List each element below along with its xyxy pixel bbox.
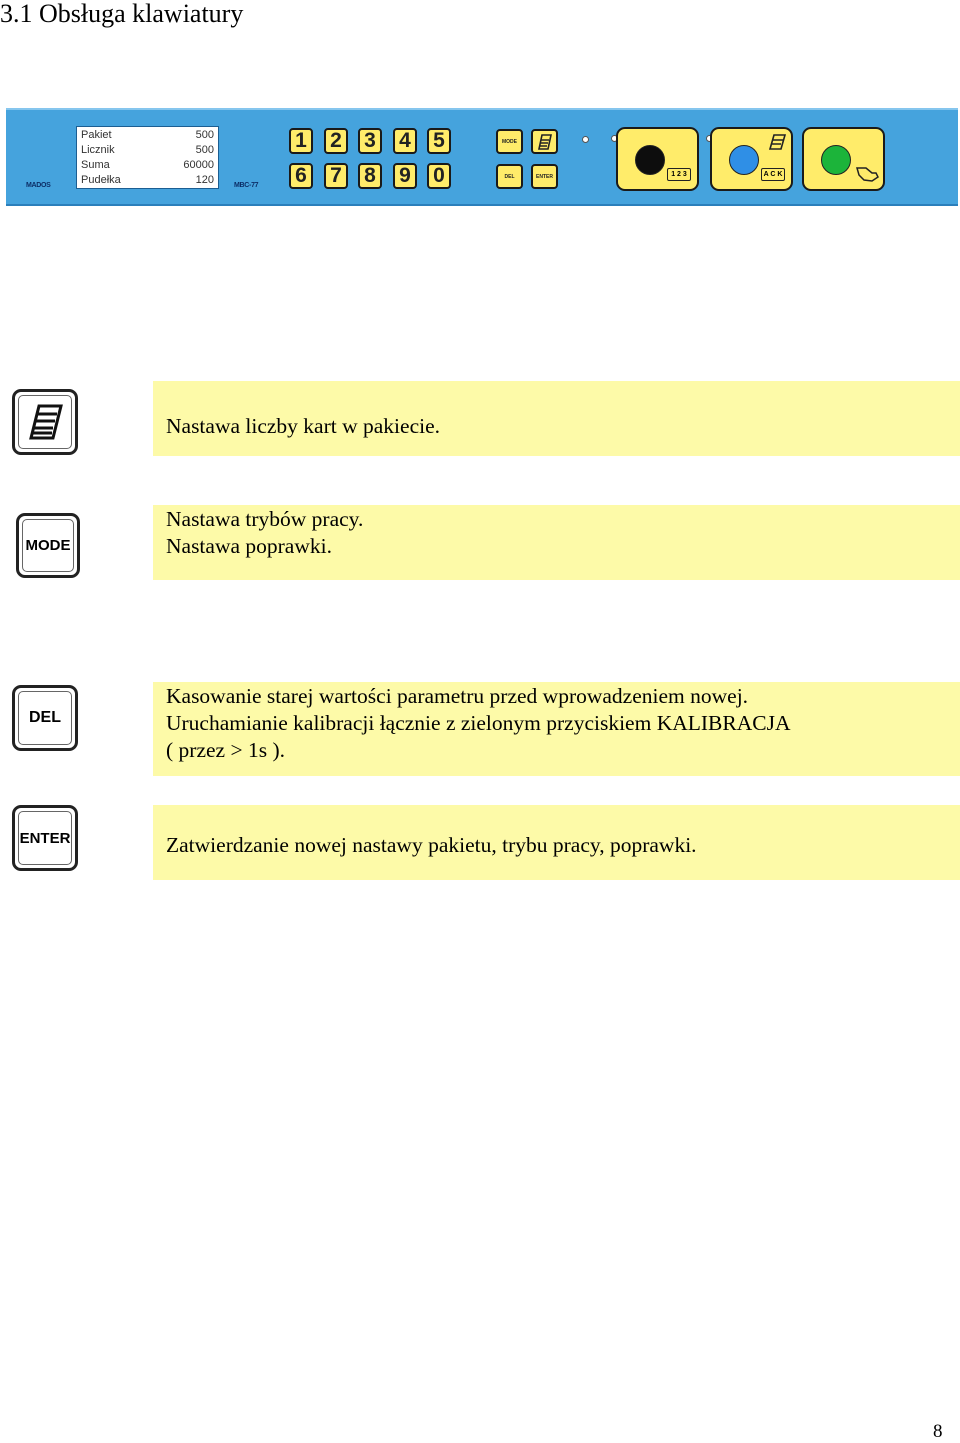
description-enter	[153, 805, 960, 880]
panel-del-key[interactable]: DEL	[496, 164, 523, 189]
card-stack-icon	[538, 134, 552, 150]
enter-key-label: ENTER	[19, 829, 71, 847]
mode-key-label: MODE	[25, 537, 71, 554]
lcd-row: Suma 60000	[81, 159, 214, 171]
digit-key-6[interactable]: 6	[289, 163, 313, 189]
lcd-row: Pudełka 120	[81, 174, 214, 186]
digit-key-5[interactable]: 5	[427, 128, 451, 154]
blue-button[interactable]	[729, 145, 759, 175]
counter-button-key[interactable]	[616, 127, 699, 191]
card-stack-icon	[768, 134, 786, 154]
calibration-button-key[interactable]	[802, 127, 885, 191]
description-line: ( przez > 1s ).	[166, 738, 285, 762]
counter-box: 1 2 3	[667, 168, 691, 181]
digit-key-1[interactable]: 1	[289, 128, 313, 154]
green-button[interactable]	[821, 145, 851, 175]
description-pack	[153, 381, 960, 456]
description-line: Zatwierdzanie nowej nastawy pakietu, trybu pracy, poprawki.	[166, 833, 697, 857]
digit-key-9[interactable]: 9	[393, 163, 417, 189]
panel-enter-key[interactable]: ENTER	[531, 164, 558, 189]
enter-key-icon	[12, 805, 78, 871]
page-number: 8	[933, 1421, 943, 1442]
del-key-icon	[12, 685, 78, 751]
mode-key-icon	[16, 513, 80, 578]
description-mode	[153, 505, 960, 580]
model-label: MBC-77	[234, 182, 259, 189]
panel-mode-key[interactable]: MODE	[496, 129, 523, 154]
description-line: Nastawa trybów pracy.	[166, 507, 364, 531]
ack-button-key[interactable]	[710, 127, 793, 191]
description-del	[153, 682, 960, 776]
lcd-row: Pakiet 500	[81, 129, 214, 141]
description-line: Kasowanie starej wartości parametru przed wprowadzeniem nowej.	[166, 684, 749, 708]
digit-key-3[interactable]: 3	[358, 128, 382, 154]
description-line: Nastawa liczby kart w pakiecie.	[166, 414, 440, 438]
status-led	[582, 136, 589, 143]
description-line: Nastawa poprawki.	[166, 534, 332, 558]
digit-key-0[interactable]: 0	[427, 163, 451, 189]
lcd-row: Licznik 500	[81, 144, 214, 156]
description-line: Uruchamianie kalibracji łącznie z zielonym przyciskiem KALIBRACJA	[166, 711, 791, 735]
pack-key-icon	[12, 389, 78, 455]
digit-key-8[interactable]: 8	[358, 163, 382, 189]
control-panel	[6, 108, 958, 206]
hand-pointer-icon	[856, 164, 880, 184]
card-stack-icon	[25, 402, 65, 442]
lcd-display	[76, 126, 219, 189]
del-key-label: DEL	[29, 709, 61, 726]
black-button[interactable]	[635, 145, 665, 175]
digit-key-7[interactable]: 7	[324, 163, 348, 189]
ack-box: A C K	[761, 168, 785, 181]
page-heading: 3.1 Obsługa klawiatury	[0, 0, 244, 28]
panel-pack-key[interactable]	[531, 129, 558, 154]
digit-key-4[interactable]: 4	[393, 128, 417, 154]
digit-key-2[interactable]: 2	[324, 128, 348, 154]
brand-label: MADOS	[26, 182, 51, 189]
